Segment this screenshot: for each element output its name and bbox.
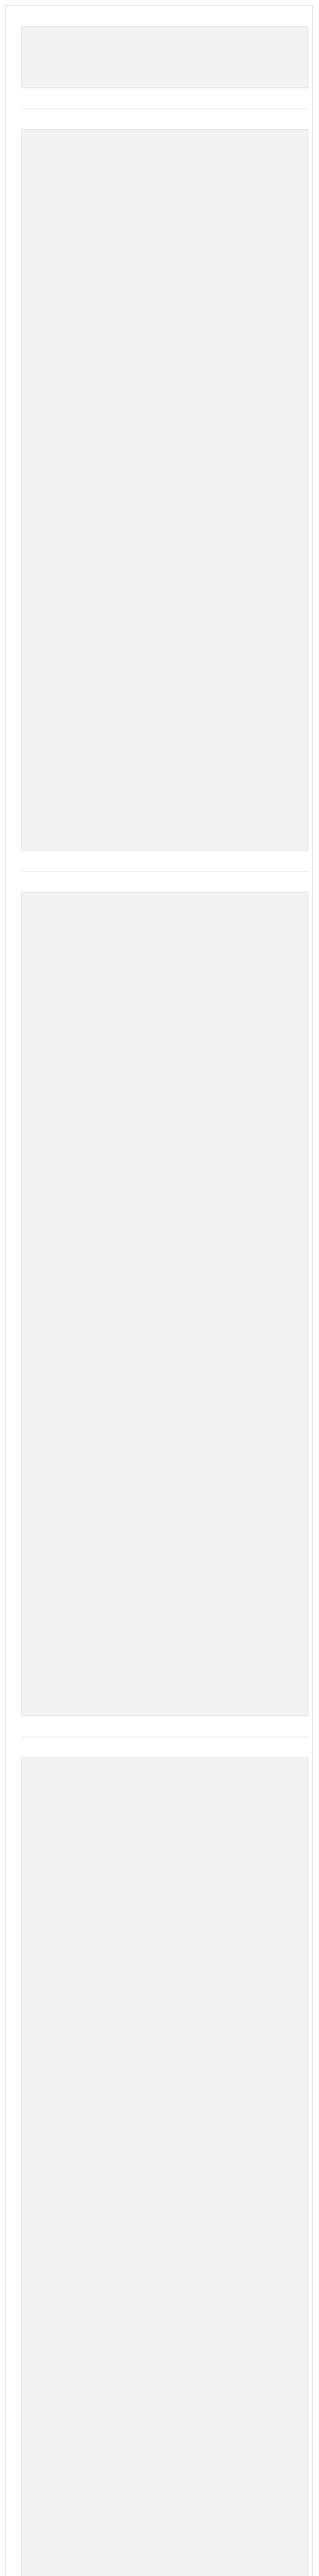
divider bbox=[21, 871, 308, 872]
header-block bbox=[21, 26, 308, 88]
content-block bbox=[21, 892, 308, 1716]
content-block bbox=[21, 1757, 308, 2576]
content-block bbox=[21, 129, 308, 851]
document-frame bbox=[5, 5, 313, 2576]
